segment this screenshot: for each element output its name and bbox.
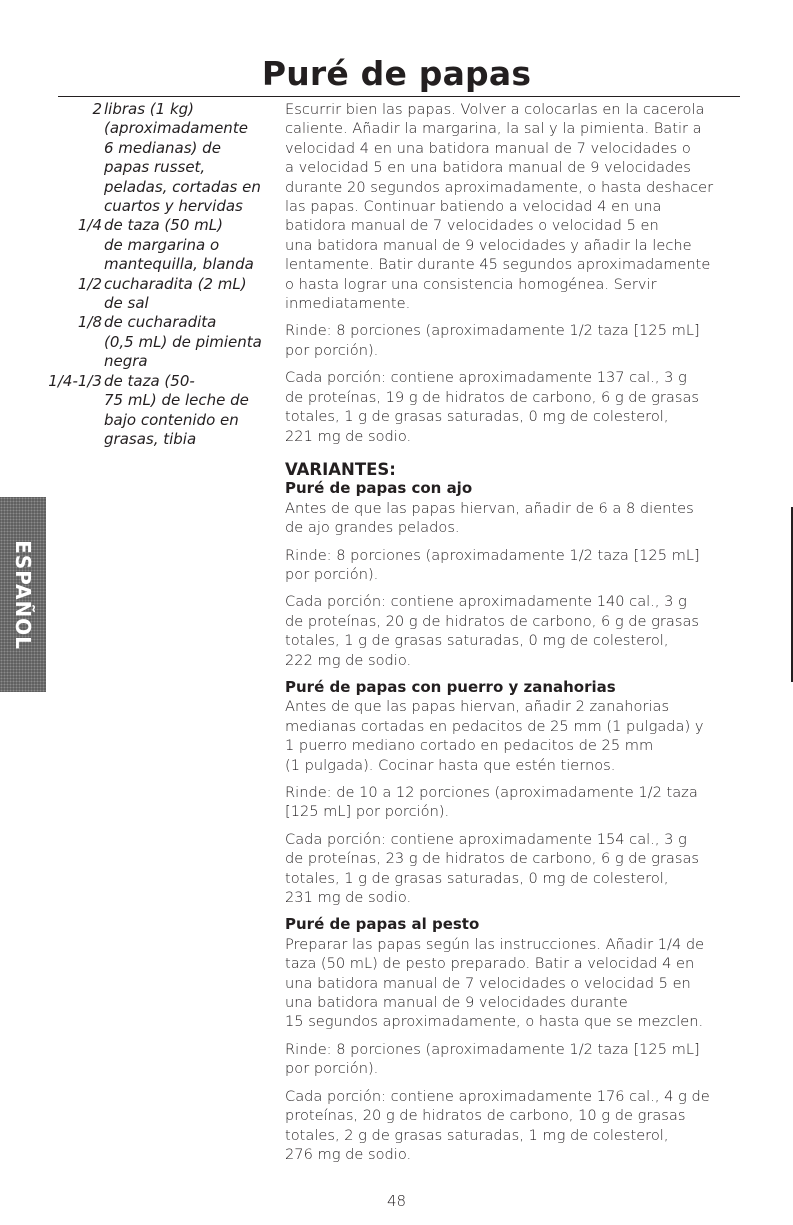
variant-yield: Rinde: 8 porciones (aproximadamente 1/2 taza [125 mL] por porción). [285,1040,700,1078]
variant-nutrition: Cada porción: contiene aproximadamente 140 cal., 3 g de proteínas, 20 g de hidratos de carbono, 6 g de grasas totales, 1 g de grasas saturadas, 0 mg de colesterol, 222 mg de sodio. [285,593,700,669]
page-number: 48 [386,1192,407,1210]
ingredient-quantity: 1/8 [77,313,102,332]
recipe-body [285,100,747,1172]
page-title: Puré de papas [261,54,532,93]
variant-title: Puré de papas con ajo [285,479,473,498]
variant-text: Antes de que las papas hiervan, añadir de 6 a 8 dientes de ajo grandes pelados. [285,499,694,537]
ingredient-item [0,216,262,274]
ingredient-item [0,100,262,216]
variant-nutrition: Cada porción: contiene aproximadamente 154 cal., 3 g de proteínas, 23 g de hidratos de carbono, 6 g de grasas totales, 1 g de grasas saturadas, 0 mg de colesterol, 231 mg de sodio. [285,830,700,907]
ingredient-item [0,372,262,450]
ingredient-text: libras (1 kg) (aproximadamente 6 medianas) de papas russet, peladas, cortadas en cuartos y hervidas [104,100,261,216]
instructions-paragraph: Escurrir bien las papas. Volver a colocarlas en la cacerola caliente. Añadir la margarina, la sal y la pimienta. Batir a velocidad 4 en una batidora manual de 7 velocidades o a velocidad 5 en una batidora manual de 9 velocidades durante 20 segundos aproximadamente, o hasta deshacer las papas. Continuar batiendo a velocidad 4 en una batidora manual de 7 velocidades o velocidad 5 en una batidora manual de 9 velocidades y añadir la leche lentamente. Batir durante 45 segundos aproximadamente o hasta lograr una consistencia homogénea. Servir inmediatamente. [285,101,714,313]
ingredient-text: de taza (50 mL) de margarina o mantequilla, blanda [104,216,254,274]
ingredient-quantity: 2 [92,100,102,118]
ingredient-text: cucharadita (2 mL) de sal [104,274,247,313]
variant-text: Antes de que las papas hiervan, añadir 2 zanahorias medianas cortadas en pedacitos de 25 mm (1 pulgada) y 1 puerro mediano cortado en pedacitos de 25 mm (1 pulgada). Cocinar hasta que estén tiernos. [285,698,704,774]
variant-pesto [285,915,747,1164]
title-divider [58,96,740,97]
variant-yield: Rinde: 8 porciones (aproximadamente 1/2 taza [125 mL] por porción). [285,546,700,583]
ingredient-quantity: 1/4-1/3 [48,371,102,390]
variants-heading: VARIANTES: [285,459,396,479]
ingredient-item [0,313,262,371]
ingredient-list [0,100,262,449]
language-tab [0,497,46,692]
ingredient-text: de taza (50- 75 mL) de leche de bajo contenido en grasas, tibia [104,371,249,448]
variant-title: Puré de papas al pesto [285,915,480,934]
variant-leek-carrot [285,678,747,907]
ingredient-item [0,275,262,314]
yield-text: Rinde: 8 porciones (aproximadamente 1/2 taza [125 mL] por porción). [285,322,700,359]
ingredient-text: de cucharadita (0,5 mL) de pimienta negra [104,313,262,371]
variant-yield: Rinde: de 10 a 12 porciones (aproximadamente 1/2 taza [125 mL] por porción). [285,784,698,821]
variant-text: Preparar las papas según las instrucciones. Añadir 1/4 de taza (50 mL) de pesto preparado. Batir a velocidad 4 en una batidora manual de 7 velocidades o velocidad 5 en una batidora manual de 9 velocidades durante 15 segundos aproximadamente, o hasta que se mezclen. [285,935,705,1031]
variant-garlic [285,479,747,670]
nutrition-text: Cada porción: contiene aproximadamente 137 cal., 3 g de proteínas, 19 g de hidratos de carbono, 6 g de grasas totales, 1 g de grasas saturadas, 0 mg de colesterol, 221 mg de sodio. [285,369,700,445]
language-tab-label: ESPAÑOL [11,539,35,650]
variant-title: Puré de papas con puerro y zanahorias [285,677,616,696]
ingredient-quantity: 1/4 [77,216,102,235]
ingredient-quantity: 1/2 [77,274,102,293]
variant-nutrition: Cada porción: contiene aproximadamente 176 cal., 4 g de proteínas, 20 g de hidratos de carbono, 10 g de grasas totales, 2 g de grasas saturadas, 1 mg de colesterol, 276 mg de sodio. [285,1087,710,1163]
